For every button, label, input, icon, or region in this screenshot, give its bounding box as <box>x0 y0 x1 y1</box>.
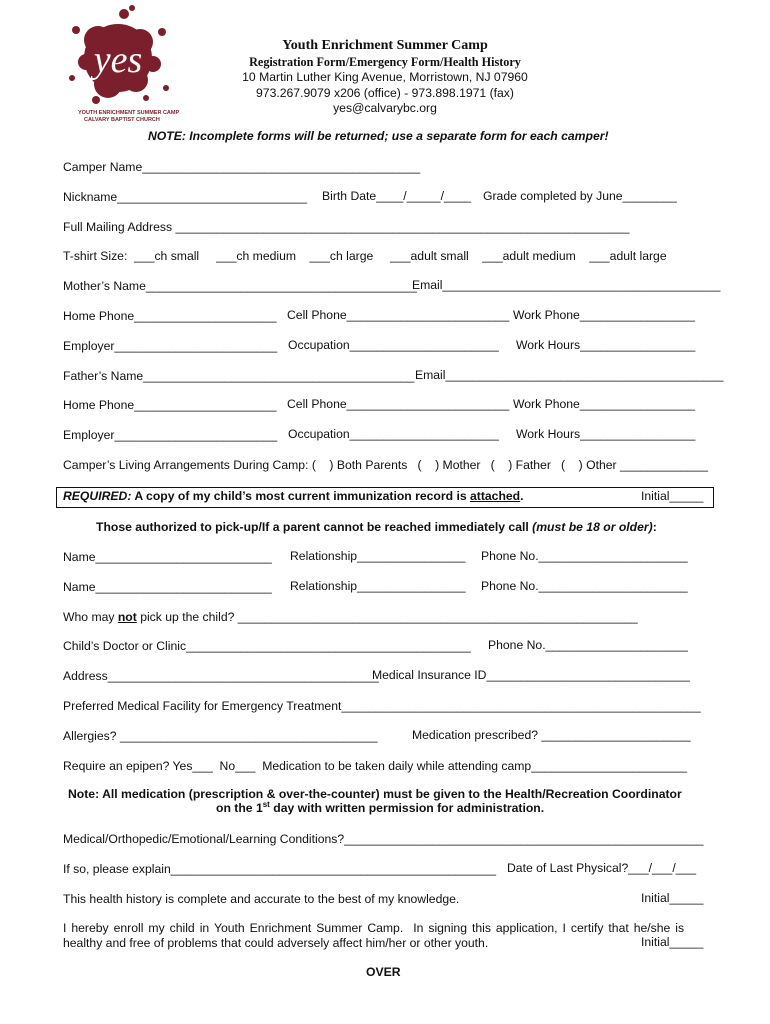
pickup-heading-age: (must be 18 or older) <box>532 520 653 534</box>
enroll-initial[interactable]: Initial_____ <box>641 935 704 949</box>
immunization-initial-field[interactable]: Initial_____ <box>641 489 704 503</box>
father-employer-field[interactable]: Employer________________________ <box>63 428 278 442</box>
logo-line1: YOUTH ENRICHMENT SUMMER CAMP <box>78 110 180 116</box>
may-not-pickup-field[interactable] <box>63 609 638 625</box>
insurance-id-field[interactable]: Medical Insurance ID______________________________ <box>372 668 690 682</box>
mother-name-field[interactable]: Mother’s Name________________________________________ <box>63 279 417 293</box>
mother-cell-phone-field[interactable]: Cell Phone________________________ <box>287 308 510 322</box>
medication-field[interactable]: Medication prescribed? ______________________ <box>412 728 691 742</box>
over-label: OVER <box>366 965 401 979</box>
doctor-address-field[interactable]: Address________________________________________ <box>63 669 379 683</box>
doctor-phone-field[interactable]: Phone No._____________________ <box>488 638 688 652</box>
enroll-statement-line1: I hereby enroll my child in Youth Enrichment Summer Camp. In signing this application, I certify that he/she is <box>63 921 685 935</box>
pickup-name-1[interactable]: Name__________________________ <box>63 550 272 564</box>
pickup-phone-2[interactable]: Phone No.______________________ <box>481 579 688 593</box>
form-title: Youth Enrichment Summer Camp <box>282 38 488 53</box>
incomplete-note: NOTE: Incomplete forms will be returned; use a separate form for each camper! <box>148 129 609 143</box>
health-history-initial[interactable]: Initial_____ <box>641 891 704 905</box>
father-work-hours-field[interactable]: Work Hours_________________ <box>516 427 696 441</box>
allergies-field[interactable]: Allergies? ______________________________________ <box>63 729 378 743</box>
pickup-phone-1[interactable]: Phone No.______________________ <box>481 549 688 563</box>
logo-word: yes <box>93 39 143 81</box>
medication-note-line2 <box>216 801 544 815</box>
mother-employer-field[interactable]: Employer________________________ <box>63 339 278 353</box>
pickup-heading-colon: : <box>652 520 657 534</box>
attached-word: attached <box>470 489 521 503</box>
mother-occupation-field[interactable]: Occupation______________________ <box>288 338 499 352</box>
father-home-phone-field[interactable]: Home Phone_____________________ <box>63 398 277 412</box>
required-text: A copy of my child’s most current immunization record is <box>131 489 470 503</box>
father-email-field[interactable]: Email_________________________________________ <box>415 368 724 382</box>
camp-email: yes@calvarybc.org <box>333 101 437 115</box>
may-not-pre: Who may <box>63 610 118 624</box>
medical-facility-field[interactable]: Preferred Medical Facility for Emergency Treatment_____________________________________________________ <box>63 699 701 713</box>
pickup-heading-text: Those authorized to pick-up/If a parent cannot be reached immediately call <box>96 520 533 534</box>
required-label: REQUIRED: <box>63 489 132 503</box>
pickup-relationship-1[interactable]: Relationship________________ <box>290 549 466 563</box>
last-physical-field[interactable]: Date of Last Physical?___/___/___ <box>507 861 697 875</box>
camp-phone: 973.267.9079 x206 (office) - 973.898.1971 (fax) <box>256 86 514 100</box>
father-occupation-field[interactable]: Occupation______________________ <box>288 427 499 441</box>
mother-email-field[interactable]: Email_________________________________________ <box>412 278 721 292</box>
birth-date-field[interactable]: Birth Date____/_____/____ <box>322 189 472 203</box>
medication-note-line1: Note: All medication (prescription & over-the-counter) must be given to the Health/Recreation Coordinator <box>68 787 682 801</box>
med-note-sup: st <box>262 799 270 809</box>
enroll-statement-line2: healthy and free of problems that could adversely affect him/her or other youth. <box>63 936 489 950</box>
grade-field[interactable]: Grade completed by June________ <box>483 189 677 203</box>
med-note-rest: day with written permission for administration. <box>269 801 545 815</box>
pickup-relationship-2[interactable]: Relationship________________ <box>290 579 466 593</box>
logo-line2: CALVARY BAPTIST CHURCH <box>84 117 160 123</box>
living-arrangements-field[interactable]: Camper’s Living Arrangements During Camp: ( ) Both Parents ( ) Mother ( ) Father ( ) Other _____________ <box>63 458 709 472</box>
immunization-statement <box>63 489 524 503</box>
nickname-field[interactable]: Nickname____________________________ <box>63 190 307 204</box>
mother-work-hours-field[interactable]: Work Hours_________________ <box>516 338 696 352</box>
conditions-field[interactable]: Medical/Orthopedic/Emotional/Learning Conditions?_____________________________________________________ <box>63 832 704 846</box>
camp-logo <box>58 2 178 130</box>
may-not-word: not <box>117 610 137 624</box>
epipen-field[interactable]: Require an epipen? Yes___ No___ Medication to be taken daily while attending camp_______________________ <box>63 759 688 773</box>
pickup-name-2[interactable]: Name__________________________ <box>63 580 272 594</box>
father-name-field[interactable]: Father’s Name________________________________________ <box>63 369 415 383</box>
mother-home-phone-field[interactable]: Home Phone_____________________ <box>63 309 277 323</box>
required-period: . <box>520 489 524 503</box>
tshirt-size-field[interactable]: T-shirt Size: ___ch small ___ch medium ___ch large ___adult small ___adult medium ___adult large <box>63 249 667 263</box>
may-not-post: pick up the child? ___________________________________________________________ <box>136 610 638 624</box>
explain-field[interactable]: If so, please explain________________________________________________ <box>63 862 497 876</box>
camp-address: 10 Martin Luther King Avenue, Morristown, NJ 07960 <box>242 70 528 84</box>
health-history-statement: This health history is complete and accurate to the best of my knowledge. <box>63 892 460 906</box>
form-subtitle: Registration Form/Emergency Form/Health History <box>249 55 521 69</box>
mailing-address-field[interactable]: Full Mailing Address ___________________________________________________________________ <box>63 220 630 234</box>
camper-name-field[interactable]: Camper Name_________________________________________ <box>63 160 421 174</box>
doctor-field[interactable]: Child’s Doctor or Clinic__________________________________________ <box>63 639 471 653</box>
pickup-heading <box>96 520 657 534</box>
father-cell-phone-field[interactable]: Cell Phone________________________ <box>287 397 510 411</box>
mother-work-phone-field[interactable]: Work Phone_________________ <box>513 308 696 322</box>
med-note-on-the: on the 1 <box>216 801 263 815</box>
father-work-phone-field[interactable]: Work Phone_________________ <box>513 397 696 411</box>
